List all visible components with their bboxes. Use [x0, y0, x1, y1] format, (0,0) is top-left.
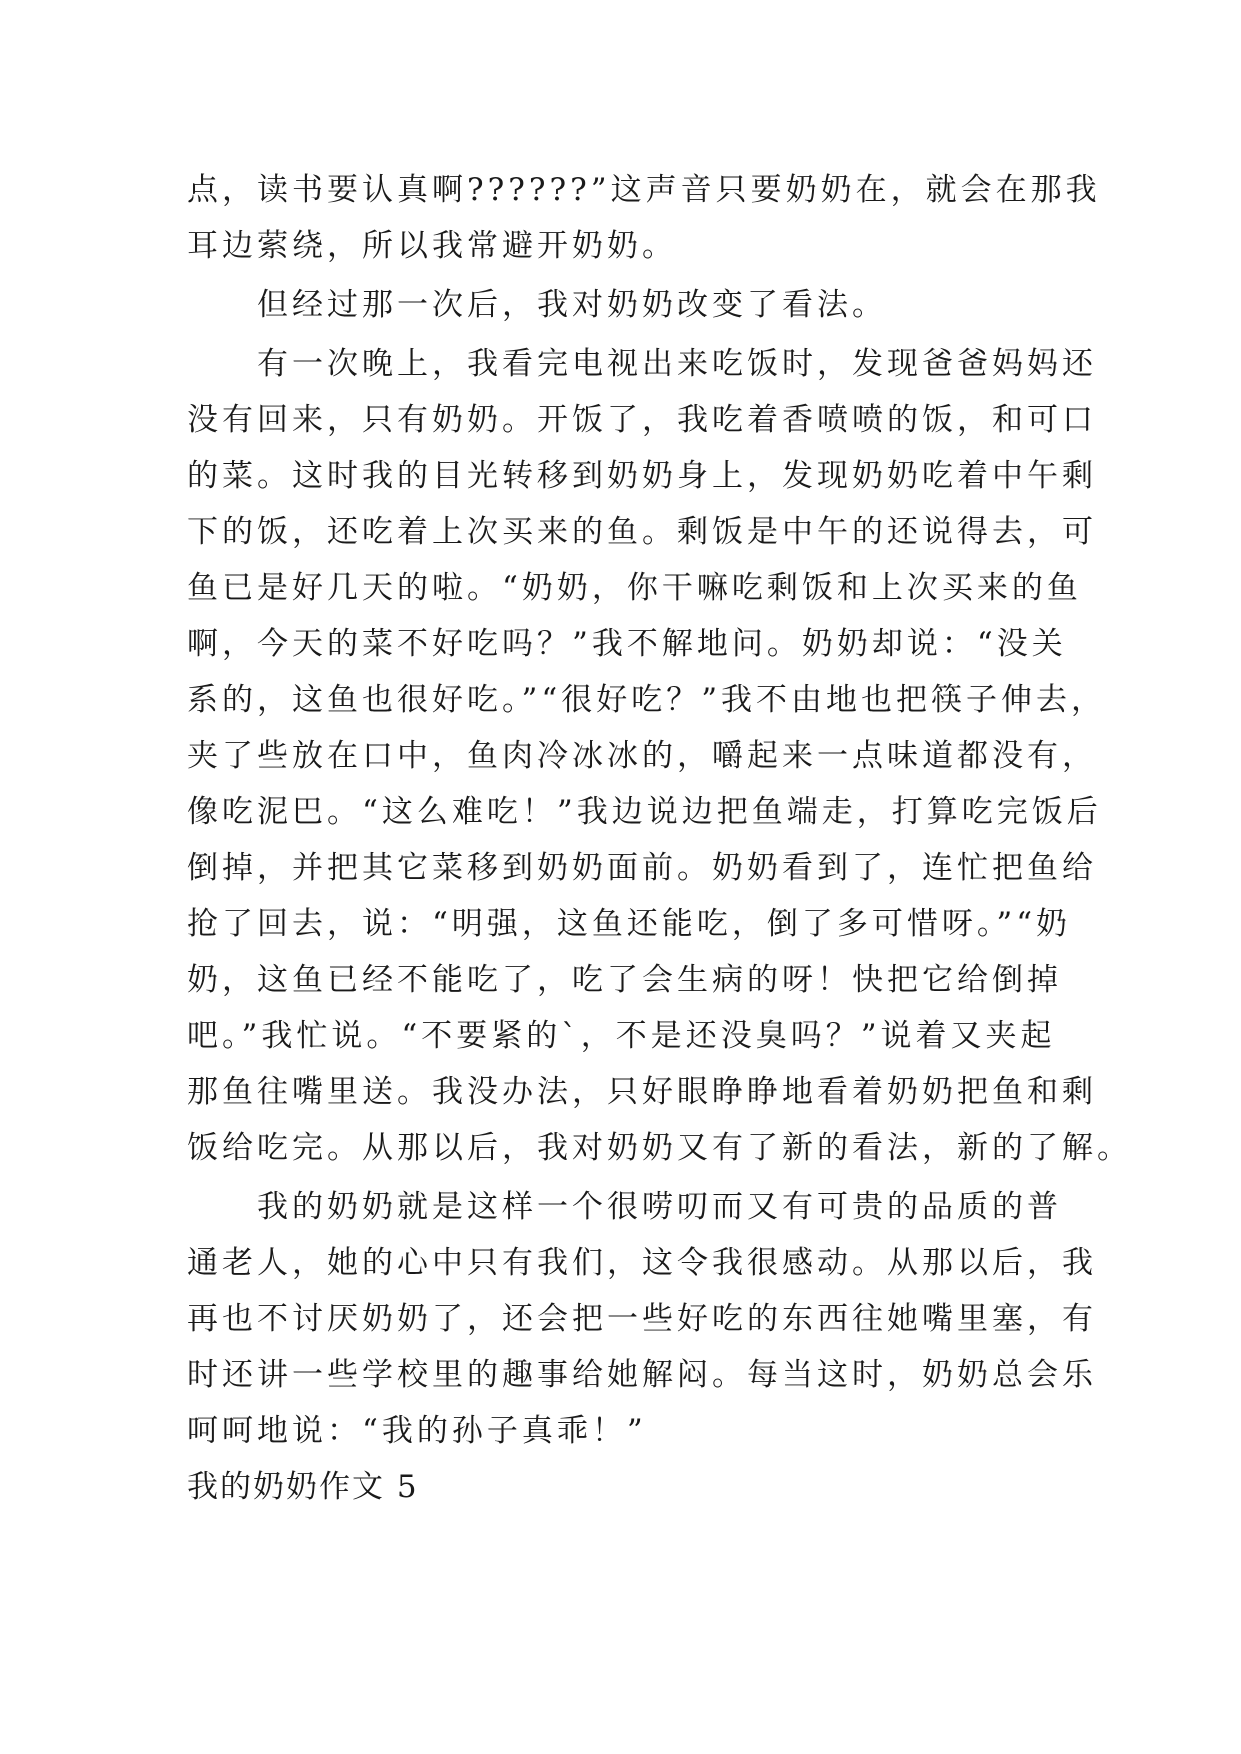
text-line: 奶，这鱼已经不能吃了，吃了会生病的呀！快把它给倒掉 — [187, 962, 1062, 998]
paragraph — [187, 277, 1057, 333]
text-line: 夹了些放在口中，鱼肉冷冰冰的，嚼起来一点味道都没有， — [187, 738, 1097, 774]
text-line: 通老人，她的心中只有我们，这令我很感动。从那以后，我 — [187, 1245, 1097, 1281]
text-line: 没有回来，只有奶奶。开饭了，我吃着香喷喷的饭，和可口 — [187, 402, 1097, 438]
text-line: 但经过那一次后，我对奶奶改变了看法。 — [257, 287, 887, 323]
text-line: 鱼已是好几天的啦。“奶奶，你干嘛吃剩饭和上次买来的鱼 — [187, 570, 1082, 606]
document-body — [187, 162, 1132, 1515]
text-line: 饭给吃完。从那以后，我对奶奶又有了新的看法，新的了解。 — [187, 1130, 1132, 1166]
section-heading: 我的奶奶作文 5 — [187, 1469, 419, 1505]
text-line: 我的奶奶就是这样一个很唠叨而又有可贵的品质的普 — [257, 1189, 1062, 1225]
text-line: 啊，今天的菜不好吃吗？”我不解地问。奶奶却说：“没关 — [187, 626, 1067, 662]
text-line: 像吃泥巴。“这么难吃！”我边说边把鱼端走，打算吃完饭后 — [187, 794, 1102, 830]
paragraph — [187, 1179, 1097, 1459]
text-line: 点，读书要认真啊??????”这声音只要奶奶在，就会在那我 — [187, 172, 1101, 208]
text-line: 那鱼往嘴里送。我没办法，只好眼睁睁地看着奶奶把鱼和剩 — [187, 1074, 1097, 1110]
text-line: 有一次晚上，我看完电视出来吃饭时，发现爸爸妈妈还 — [257, 346, 1097, 382]
text-line: 抢了回去，说：“明强，这鱼还能吃，倒了多可惜呀。”“奶 — [187, 906, 1072, 942]
text-line: 下的饭，还吃着上次买来的鱼。剩饭是中午的还说得去，可 — [187, 514, 1097, 550]
text-line: 倒掉，并把其它菜移到奶奶面前。奶奶看到了，连忙把鱼给 — [187, 850, 1097, 886]
paragraph — [187, 336, 1132, 1176]
text-line: 再也不讨厌奶奶了，还会把一些好吃的东西往她嘴里塞，有 — [187, 1301, 1097, 1337]
text-line: 吧。”我忙说。“不要紧的`，不是还没臭吗？”说着又夹起 — [187, 1018, 1056, 1054]
text-line: 的菜。这时我的目光转移到奶奶身上，发现奶奶吃着中午剩 — [187, 458, 1097, 494]
text-line: 时还讲一些学校里的趣事给她解闷。每当这时，奶奶总会乐 — [187, 1357, 1097, 1393]
paragraph-continuation — [187, 162, 1101, 274]
text-line: 系的，这鱼也很好吃。”“很好吃？”我不由地也把筷子伸去， — [187, 682, 1107, 718]
text-line: 耳边萦绕，所以我常避开奶奶。 — [187, 228, 677, 264]
text-line: 呵呵地说：“我的孙子真乖！” — [187, 1413, 647, 1449]
